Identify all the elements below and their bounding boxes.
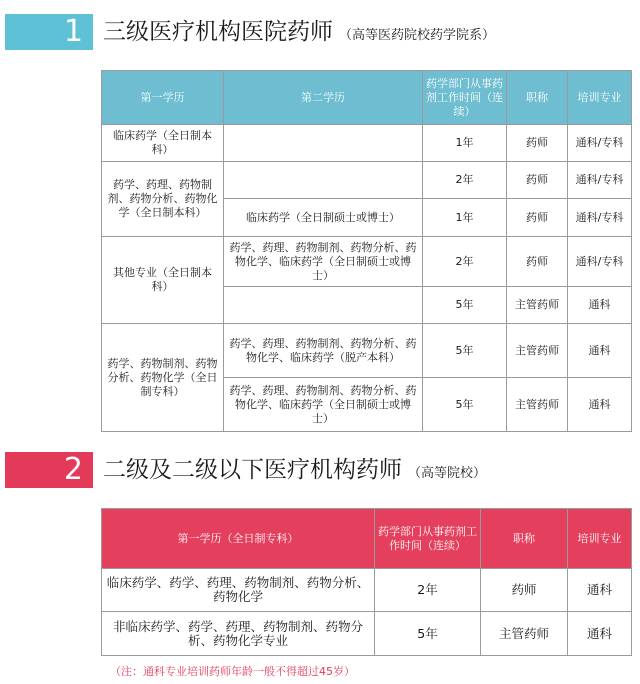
header-title: 职称: [507, 71, 568, 125]
training-cell: 通科/专科: [568, 237, 632, 287]
title-cell: 主管药师: [507, 378, 568, 432]
edu2-cell: [224, 162, 423, 199]
edu2-cell: 药学、药理、药物制剂、药物分析、药物化学、临床药学（全日制硕士或博士）: [224, 378, 423, 432]
section1-subtitle: （高等医药院校药学院系）: [339, 28, 496, 43]
time-cell: 5年: [423, 287, 507, 324]
training-cell: 通科/专科: [568, 162, 632, 199]
title-cell: 药师: [481, 569, 568, 612]
table-row: [102, 612, 632, 656]
section2-title: [103, 454, 486, 490]
training-cell: 通科/专科: [568, 125, 632, 162]
edu2-cell: [224, 287, 423, 324]
footnote: （注：通科专业培训药师年龄一般不得超过45岁）: [110, 665, 355, 678]
training-cell: 通科: [568, 569, 632, 612]
time-cell: 1年: [423, 199, 507, 237]
edu2-cell: 临床药学（全日制硕士或博士）: [224, 199, 423, 237]
section1-number-badge: 1: [5, 14, 93, 50]
table-row: [102, 569, 632, 612]
header-edu1: 第一学历: [102, 71, 224, 125]
section1-title-text: 三级医疗机构医院药师: [103, 19, 333, 45]
header-training: 培训专业: [568, 71, 632, 125]
time-cell: 5年: [375, 612, 481, 656]
title-cell: 药师: [507, 162, 568, 199]
table-tier3-pharmacist: [101, 70, 632, 432]
training-cell: 通科: [568, 612, 632, 656]
training-cell: 通科: [568, 324, 632, 378]
table-row: [102, 162, 632, 199]
header-time: 药学部门从事药剂工作时间（连续）: [375, 509, 481, 569]
header-edu2: 第二学历: [224, 71, 423, 125]
edu1-cell: 非临床药学、药学、药理、药物制剂、药物分析、药物化学专业: [102, 612, 375, 656]
title-cell: 主管药师: [507, 324, 568, 378]
header-title: 职称: [481, 509, 568, 569]
title-cell: 主管药师: [507, 287, 568, 324]
edu2-cell: [224, 125, 423, 162]
header-training: 培训专业: [568, 509, 632, 569]
title-cell: 药师: [507, 237, 568, 287]
time-cell: 5年: [423, 378, 507, 432]
title-cell: 主管药师: [481, 612, 568, 656]
title-cell: 药师: [507, 199, 568, 237]
time-cell: 5年: [423, 324, 507, 378]
header-time: 药学部门从事药剂工作时间（连续）: [423, 71, 507, 125]
section2-title-text: 二级及二级以下医疗机构药师: [103, 457, 402, 483]
edu2-cell: 药学、药理、药物制剂、药物分析、药物化学、临床药学（全日制硕士或博士）: [224, 237, 423, 287]
training-cell: 通科: [568, 287, 632, 324]
section1-title: [103, 16, 495, 52]
time-cell: 2年: [423, 237, 507, 287]
edu1-cell: 临床药学（全日制本科）: [102, 125, 224, 162]
table1-header-row: [102, 71, 632, 125]
edu2-cell: 药学、药理、药物制剂、药物分析、药物化学、临床药学（脱产本科）: [224, 324, 423, 378]
section2-subtitle: （高等院校）: [408, 466, 487, 481]
edu1-cell: 临床药学、药学、药理、药物制剂、药物分析、药物化学: [102, 569, 375, 612]
time-cell: 2年: [375, 569, 481, 612]
table-row: [102, 125, 632, 162]
training-cell: 通科/专科: [568, 199, 632, 237]
edu1-cell: 其他专业（全日制本科）: [102, 237, 224, 324]
edu1-cell: 药学、药物制剂、药物分析、药物化学（全日制专科）: [102, 324, 224, 432]
title-cell: 药师: [507, 125, 568, 162]
edu1-cell: 药学、药理、药物制剂、药物分析、药物化学（全日制本科）: [102, 162, 224, 237]
header-edu1: 第一学历（全日制专科）: [102, 509, 375, 569]
time-cell: 1年: [423, 125, 507, 162]
table-tier2-pharmacist: [101, 508, 632, 656]
section2-number-badge: 2: [5, 452, 93, 488]
table-row: [102, 237, 632, 287]
table2-header-row: [102, 509, 632, 569]
time-cell: 2年: [423, 162, 507, 199]
training-cell: 通科: [568, 378, 632, 432]
table-row: [102, 324, 632, 378]
